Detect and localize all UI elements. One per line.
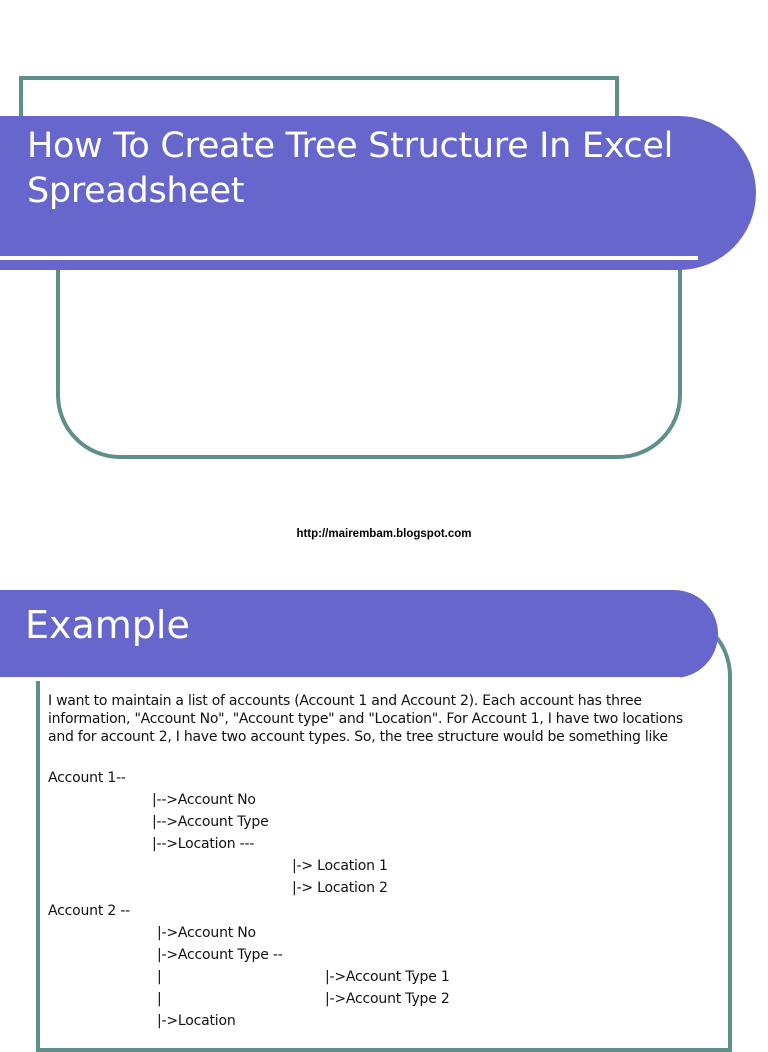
tree-line-account-2-type: |->Account Type -- [157,947,283,963]
slide1-title-rule [0,256,698,260]
slide2-intro-text: I want to maintain a list of accounts (Account 1 and Account 2). Each account has three information, "Account No", "Account type" and "Location". For Account 1, I have two locations and for account 2, I have two account types. So, the tree structure would be something like [48,693,683,745]
tree-line-connector-2: | [157,991,162,1007]
tree-line-account-1-type: |-->Account Type [152,814,269,830]
slide2-title: Example [25,603,190,647]
slide1-title: How To Create Tree Structure In Excel Spreadsheet [27,126,674,211]
slide2-title-rule [0,677,680,681]
tree-line-account-type-2: |->Account Type 2 [325,991,450,1007]
tree-line-account-2-location: |->Location [157,1013,236,1029]
slide1-frame-bottom [56,240,682,459]
tree-line-location-2: |-> Location 2 [292,880,388,896]
tree-line-account-type-1: |->Account Type 1 [325,969,450,985]
slide1-footer-url: http://mairembam.blogspot.com [296,528,472,540]
tree-line-account-1: Account 1-- [48,770,126,786]
tree-line-account-1-no: |-->Account No [152,792,256,808]
tree-line-account-1-location: |-->Location --- [152,836,255,852]
tree-line-connector-1: | [157,969,162,985]
tree-line-account-2-no: |->Account No [157,925,256,941]
tree-line-location-1: |-> Location 1 [292,858,388,874]
tree-line-account-2: Account 2 -- [48,903,131,919]
slide2-body [48,692,688,746]
